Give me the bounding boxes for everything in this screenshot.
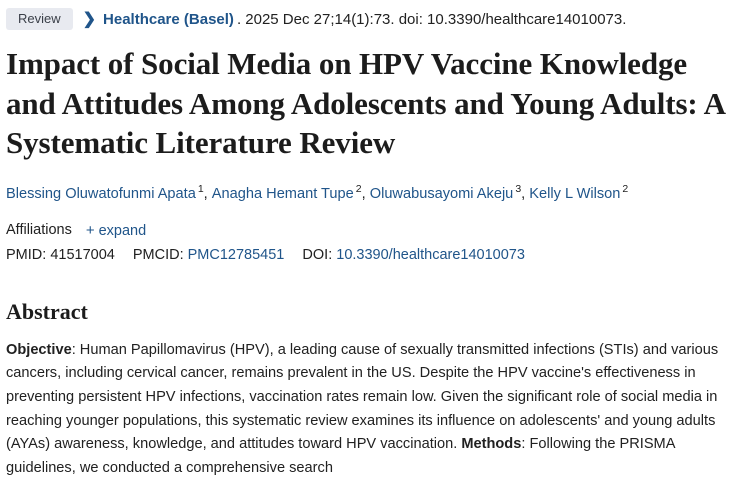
author-list <box>6 182 750 206</box>
author-affiliation-marker[interactable]: 2 <box>355 183 362 196</box>
author-affiliation-marker[interactable]: 3 <box>515 183 522 196</box>
identifiers-row <box>6 247 750 263</box>
author-item[interactable] <box>211 183 362 202</box>
abstract-objective-text: : Human Papillomavirus (HPV), a leading cause of sexually transmitted infections (STIs) and various cancers, including cervical cancer, remains prevalent in the US. Despite the HPV vaccine's effectiveness in preventing persistent HPV infections, vaccination rates remain low. Given the significant role of social media in reaching younger populations, this systematic review examines its influence on adolescents' and young adults (AYAs) awareness, knowledge, and attitudes toward HPV vaccination. <box>6 341 719 453</box>
pmcid-label: PMCID: <box>132 246 184 263</box>
abstract-methods-label: Methods <box>461 436 522 453</box>
chevron-right-icon: ❯ <box>82 11 97 28</box>
author-item[interactable] <box>369 183 522 202</box>
doi-label: DOI: <box>302 246 333 263</box>
expand-label[interactable]: expand <box>98 222 147 239</box>
affiliations-row <box>6 222 750 239</box>
expand-affiliations-button[interactable] <box>86 222 146 239</box>
citation-details: . 2025 Dec 27;14(1):73. doi: 10.3390/healthcare14010073. <box>236 10 627 28</box>
page-title: Impact of Social Media on HPV Vaccine Knowledge and Attitudes Among Adolescents and Young Adults: A Systematic Literature Review <box>6 46 725 161</box>
abstract-heading: Abstract <box>6 298 88 324</box>
doi-link[interactable]: 10.3390/healthcare14010073 <box>336 246 525 263</box>
journal-link[interactable]: Healthcare (Basel) <box>103 10 234 28</box>
author-name[interactable]: Blessing Oluwatofunmi Apata <box>6 185 196 202</box>
affiliations-label: Affiliations <box>6 222 72 239</box>
citation-line <box>0 0 750 30</box>
author-item[interactable] <box>529 183 629 202</box>
plus-icon: + <box>85 221 95 239</box>
author-name[interactable]: Anagha Hemant Tupe <box>211 185 354 202</box>
abstract-objective-label: Objective <box>6 341 72 358</box>
author-affiliation-marker[interactable]: 1 <box>197 183 204 196</box>
author-item[interactable] <box>6 183 204 202</box>
pmcid-link[interactable]: PMC12785451 <box>187 246 285 263</box>
author-name[interactable]: Kelly L Wilson <box>529 185 621 202</box>
author-name[interactable]: Oluwabusayomi Akeju <box>369 185 514 202</box>
author-separator: , <box>521 185 530 202</box>
author-affiliation-marker[interactable]: 2 <box>622 183 629 196</box>
author-separator: , <box>361 185 370 202</box>
author-separator: , <box>203 185 212 202</box>
pmid-label: PMID: <box>6 246 47 263</box>
pmid-value: 41517004 <box>50 246 115 263</box>
publication-type-badge[interactable]: Review <box>6 8 73 30</box>
abstract-text <box>6 339 732 481</box>
abstract-methods-text: : Following the PRISMA guidelines, we conducted a comprehensive search <box>6 436 675 476</box>
